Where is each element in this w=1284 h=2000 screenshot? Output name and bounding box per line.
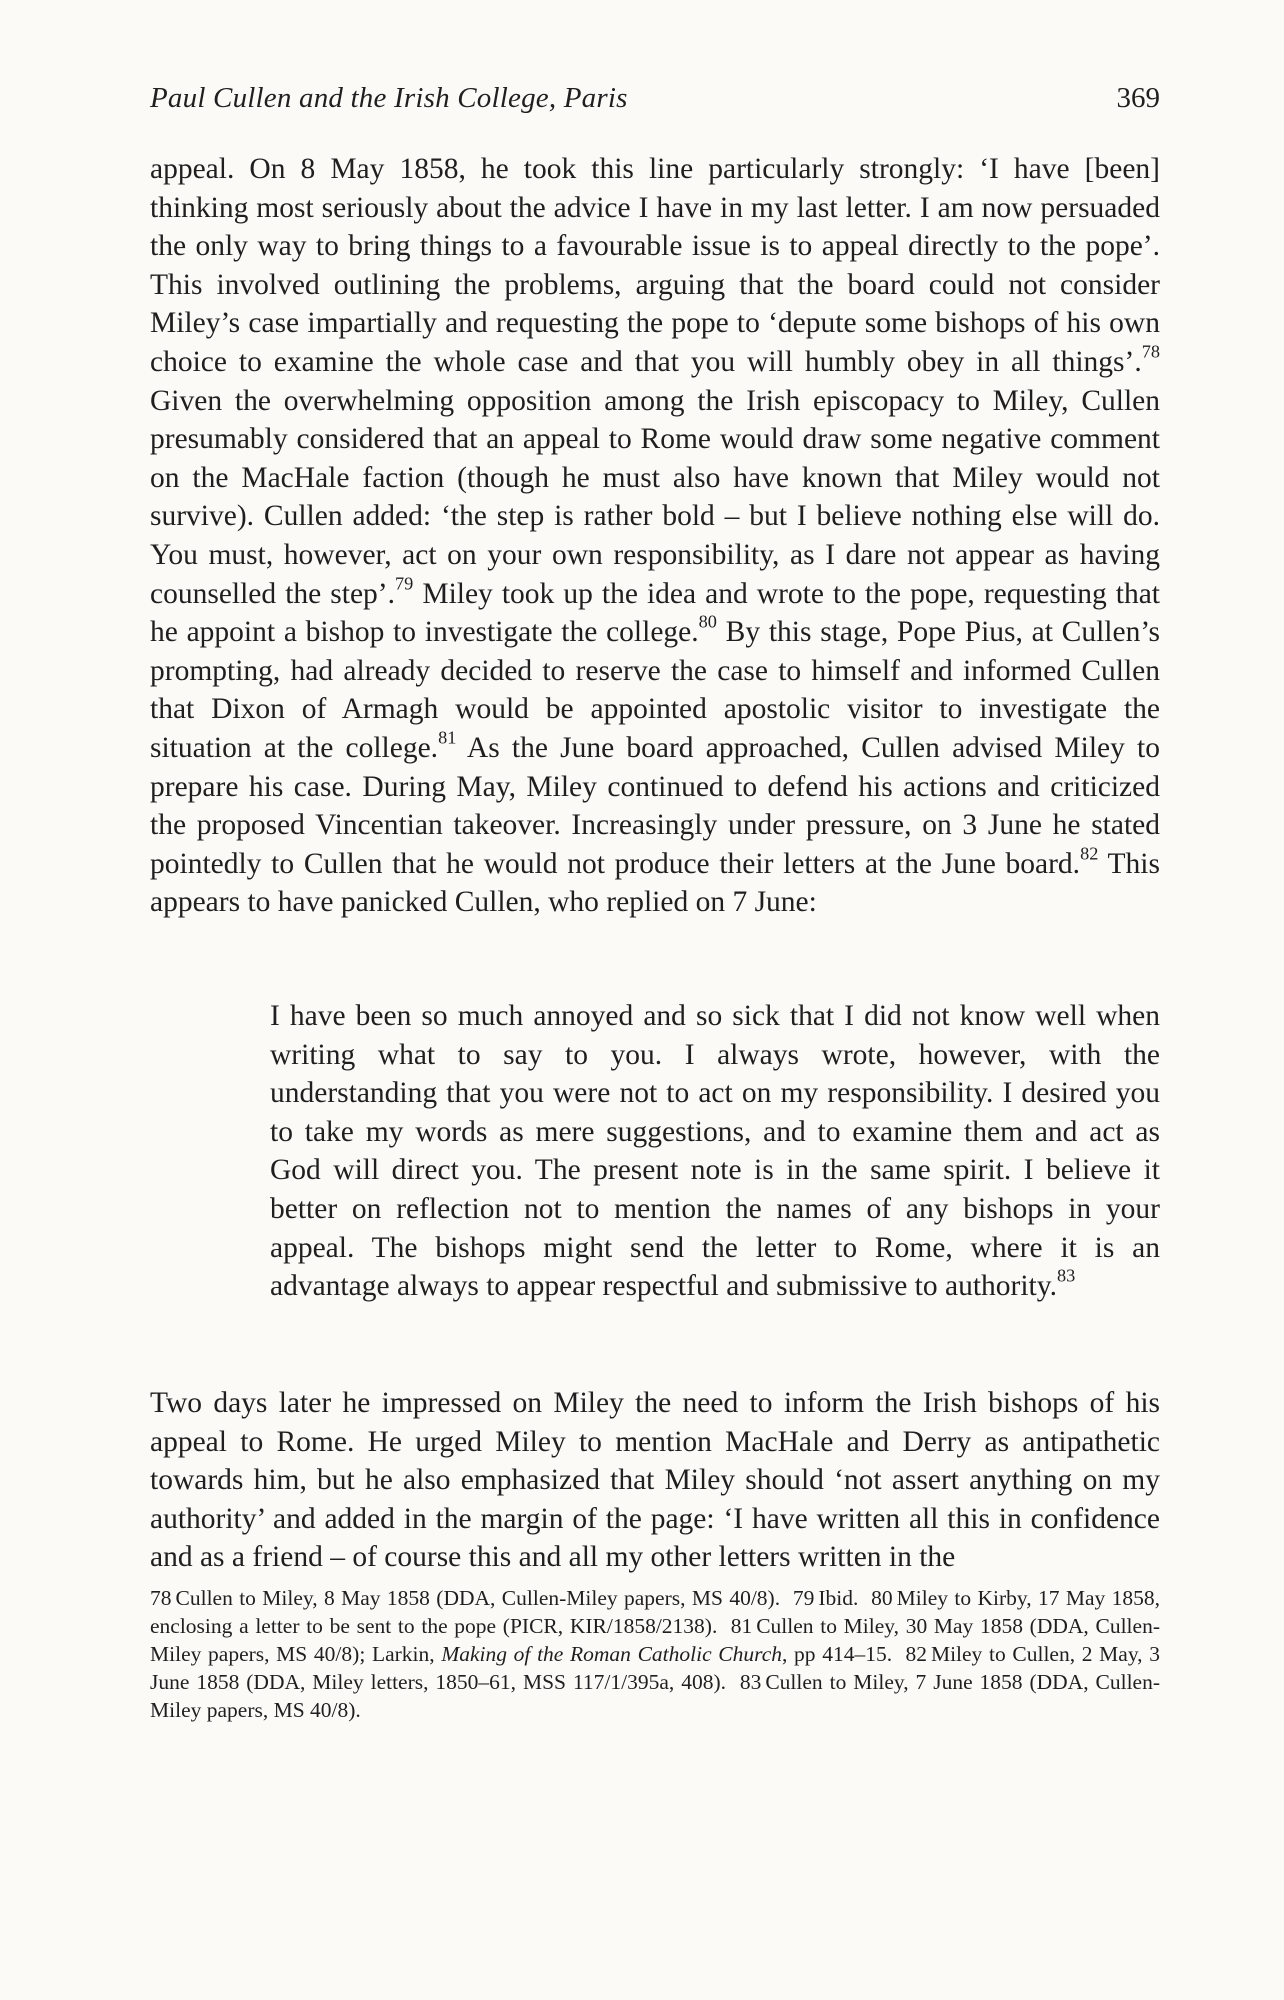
- paragraph-text: By this stage, Pope Pius, at Cullen’s prompting, had already decided to reserve the case to himself and informed Cullen that Dixon of Armagh would be appointed apostolic visitor to investigate the situation at the college.: [150, 616, 1160, 764]
- footnote-number: 80: [871, 1586, 893, 1610]
- paragraph-text: appeal. On 8 May 1858, he took this line particularly strongly: ‘I have [been] thinking most seriously about the advice I have in my last letter. I am now persuaded the only way to bring things to a favourable issue is to appeal directly to the pope’. This involved outlining the problems, arguing that the board could not consider Miley’s case impartially and requesting the pope to ‘depute some bishops of his own choice to examine the whole case and that you will humbly obey in all things’.: [150, 153, 1160, 378]
- footnote-number: 79: [792, 1586, 815, 1610]
- footnote-ref-83: 83: [1056, 1265, 1076, 1286]
- footnote-text: Ibid.: [818, 1586, 859, 1610]
- page-number: 369: [1116, 82, 1160, 114]
- footnote-ref-80: 80: [698, 611, 717, 632]
- footnote-ref-81: 81: [438, 727, 457, 748]
- paragraph-text: As the June board approached, Cullen advised Miley to prepare his case. During May, Miley continued to defend his actions and criticized the proposed Vincentian takeover. Increasingly under pressure, on 3 June he stated pointedly to Cullen that he would not produce their letters at the June board.: [150, 731, 1160, 880]
- footnote-text: Miley to Kirby, 17 May 1858, enclosing a letter to be sent to the pope (PICR, KIR/1858/2138).: [150, 1586, 1161, 1638]
- body-paragraph-1: [150, 150, 1160, 922]
- footnote-text: Cullen to Miley, 7 June 1858 (DDA, Cullen-Miley papers, MS 40/8).: [150, 1670, 1161, 1722]
- footnote-78: [150, 1586, 780, 1610]
- footnotes: [150, 1584, 1160, 1724]
- footnote-number: 82: [905, 1642, 927, 1666]
- footnote-ref-82: 82: [1080, 842, 1099, 863]
- footnote-ref-78: 78: [1141, 341, 1160, 362]
- paragraph-text: Miley took up the idea and wrote to the pope, requesting that he appoint a bishop to investigate the college.: [150, 577, 1161, 649]
- footnote-text: Cullen to Miley, 8 May 1858 (DDA, Cullen-Miley papers, MS 40/8).: [175, 1586, 781, 1610]
- footnote-book-title: Making of the Roman Catholic Church: [441, 1642, 783, 1666]
- footnote-79: [793, 1586, 859, 1610]
- footnote-number: 83: [739, 1670, 762, 1694]
- footnote-text: Cullen to Miley, 30 May 1858 (DDA, Cullen-Miley papers, MS 40/8); Larkin,: [150, 1614, 1160, 1666]
- running-title: Paul Cullen and the Irish College, Paris: [150, 82, 628, 114]
- body-paragraph-2: Two days later he impressed on Miley the need to inform the Irish bishops of his appeal to Rome. He urged Miley to mention MacHale and Derry as antipathetic towards him, but he also emphasized that Miley should ‘not assert anything on my authority’ and added in the margin of the page: ‘I have written all this in confidence and as a friend – of course this and all my other letters written in the: [150, 1387, 1160, 1574]
- footnote-number: 81: [730, 1614, 753, 1638]
- running-head: [150, 82, 1160, 122]
- block-quote: [270, 997, 1160, 1306]
- quote-text: I have been so much annoyed and so sick that I did not know well when writing what to say to you. I always wrote, however, with the understanding that you were not to act on my responsibility. I desired you to take my words as mere suggestions, and to examine them and act as God will direct you. The present note is in the same spirit. I believe it better on reflection not to mention the names of any bishops in your appeal. The bishops might send the letter to Rome, where it is an advantage always to appear respectful and submissive to authority.: [270, 1000, 1160, 1303]
- footnote-number: 78: [150, 1586, 172, 1610]
- footnote-ref-79: 79: [395, 572, 414, 593]
- footnote-text: Miley to Cullen, 2 May, 3 June 1858 (DDA, Miley letters, 1850–61, MSS 117/1/395a, 408).: [150, 1642, 1160, 1694]
- footnote-text: , pp 414–15.: [782, 1642, 893, 1666]
- paragraph-text: This appears to have panicked Cullen, who replied on 7 June:: [150, 847, 1160, 919]
- paragraph-text: Given the overwhelming opposition among the Irish episcopacy to Miley, Cullen presumably considered that an appeal to Rome would draw some negative comment on the MacHale faction (though he must also have known that Miley would not survive). Cullen added: ‘the step is rather bold – but I believe nothing else will do. You must, however, act on your own responsibility, as I dare not appear as having counselled the step’.: [150, 384, 1160, 610]
